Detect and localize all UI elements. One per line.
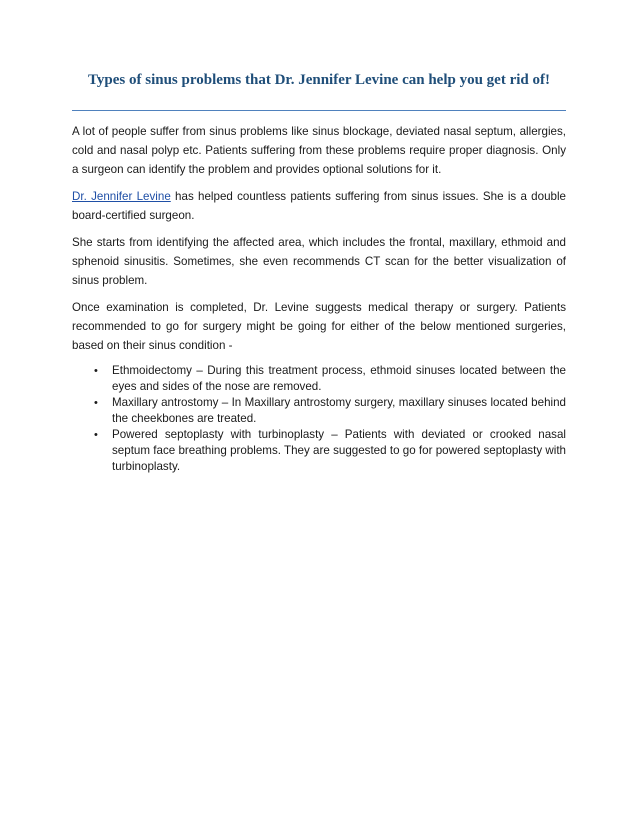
paragraph-intro: A lot of people suffer from sinus problems like sinus blockage, deviated nasal septum, allergies, cold and nasal polyp etc. Patients suffering from these problems require proper diagnosis. Only a surgeon can identify the problem and provides optional solutions for it.: [72, 125, 566, 176]
list-item: [94, 427, 566, 475]
bullet-icon: •: [94, 429, 98, 441]
bullet-icon: •: [94, 365, 98, 377]
surgery-list: [72, 363, 566, 475]
list-item-text: Ethmoidectomy – During this treatment process, ethmoid sinuses located between the eyes and sides of the nose are removed.: [112, 364, 566, 393]
document-body: [72, 122, 566, 475]
paragraph-diagnosis: She starts from identifying the affected area, which includes the frontal, maxillary, ethmoid and sphenoid sinusitis. Sometimes, she even recommends CT scan for the better visualization of sinus problem.: [72, 236, 566, 287]
list-item-text: Powered septoplasty with turbinoplasty – Patients with deviated or crooked nasal septum face breathing problems. They are suggested to go for powered septoplasty with turbinoplasty.: [112, 428, 566, 473]
list-item-text: Maxillary antrostomy – In Maxillary antrostomy surgery, maxillary sinuses located behind the cheekbones are treated.: [112, 396, 566, 425]
list-item: [94, 395, 566, 427]
document-title: Types of sinus problems that Dr. Jennifer Levine can help you get rid of!: [88, 72, 550, 88]
paragraph-doctor-text: has helped countless patients suffering from sinus issues. She is a double board-certified surgeon.: [72, 190, 567, 222]
doctor-name-link[interactable]: Dr. Jennifer Levine: [72, 190, 171, 203]
title-underline-rule: [72, 110, 566, 111]
list-item: [94, 363, 566, 395]
paragraph-treatment: Once examination is completed, Dr. Levine suggests medical therapy or surgery. Patients recommended to go for surgery might be going for either of the below mentioned surgeries, based on their sinus condition -: [72, 301, 566, 352]
paragraph-doctor: [72, 187, 566, 225]
bullet-icon: •: [94, 397, 98, 409]
